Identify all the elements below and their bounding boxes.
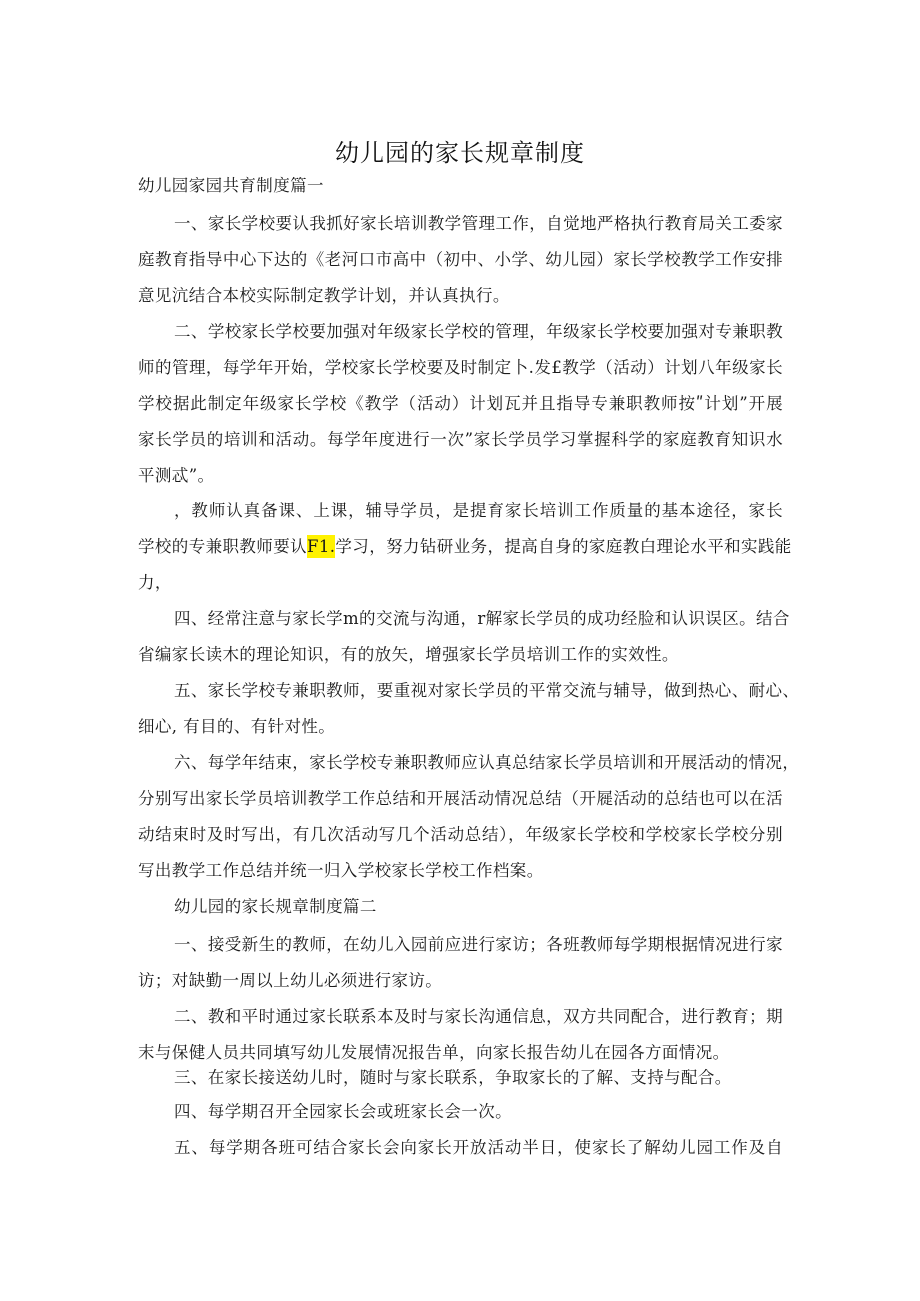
paragraph-line: 四、经常注意与家长学m的交流与沟通，r解家长学员的成功经脸和认识误区。结合 bbox=[174, 609, 790, 628]
paragraph-line: 一、接受新生的教师，在幼儿入园前应进行家访；各班教师每学期根据情况进行家 bbox=[174, 935, 783, 954]
paragraph-line: 四、每学期召开全园家长会或班家长会一次。 bbox=[174, 1102, 512, 1121]
document-title: 幼儿园的家长规章制度 bbox=[335, 139, 585, 167]
paragraph-line bbox=[138, 537, 792, 557]
paragraph-line: 学校据此制定年级家长学校《教学（活动）计划瓦并且指导专兼职教师按ʺ计划”开展 bbox=[138, 394, 783, 413]
paragraph-line: 五、家长学校专兼职教师，要重视对家长学员的平常交流与辅导，做到热心、耐心、 bbox=[174, 681, 800, 700]
paragraph-line: 访；对缺勤一周以上幼儿必须进行家访。 bbox=[138, 971, 443, 990]
paragraph-line: 三、在家长接送幼儿时，随时与家长联系，争取家长的了解、支持与配合。 bbox=[174, 1068, 732, 1087]
text-run: 学校的专兼职教师要认 bbox=[138, 537, 307, 556]
text-run: 学习，努力钻研业务，提高自身的家庭教白理论水平和实践能 bbox=[335, 537, 792, 556]
paragraph-line: 平测忒”。 bbox=[138, 466, 215, 485]
paragraph-line: 细心, 有目的、有针对性。 bbox=[138, 717, 336, 736]
paragraph-line: 二、学校家长学校要加强对年级家长学校的管理，年级家长学校要加强对专兼职教 bbox=[174, 322, 783, 341]
section-heading: 幼儿园的家长规章制度篇二 bbox=[174, 897, 377, 916]
paragraph-line: 五、每学期各班可结合家长会向家长开放活动半日，使家长了解幼儿园工作及自 bbox=[174, 1138, 783, 1157]
paragraph-line: 末与保健人员共同填写幼儿发展情况报告单，向家长报告幼儿在园各方面情况。 bbox=[138, 1043, 730, 1062]
section-heading: 幼儿园家园共育制度篇一 bbox=[138, 176, 324, 195]
paragraph-line: 师的管理，每学年开始，学校家长学校要及时制定卜.发£教学（活动）计划八年级家长 bbox=[138, 358, 783, 377]
paragraph-line: 一、家长学校要认我抓好家长培训教学管理工作，自觉地严格执行教育局关工委家 bbox=[174, 214, 783, 233]
paragraph-line: 写出教学工作总结并统一归入学校家长学校工作档案。 bbox=[138, 861, 544, 880]
paragraph-line: 六、每学年结束，家长学校专兼职教师应认真总结家长学员培训和开展活动的情况， bbox=[174, 753, 800, 772]
paragraph-line: 省编家长读木的理论知识，有的放矢，增强家长学员培训工作的实效性。 bbox=[138, 645, 679, 664]
paragraph-line: 分别写出家长学员培训教学工作总结和开展活动情况总结（开屣活动的总结也可以在活 bbox=[138, 789, 783, 808]
paragraph-line: ，教师认真备课、上课，辅导学员，是提育家长培训工作质量的基本途径，家长 bbox=[174, 501, 783, 520]
paragraph-line: 意见沆结合本校实际制定教学计划，并认真执行。 bbox=[138, 286, 510, 305]
paragraph-line: 庭教育指导中心下达的《老河口市高中（初中、小学、幼儿园）家长学校教学工作安排 bbox=[138, 250, 783, 269]
paragraph-line: 二、教和平时通过家长联系本及时与家长沟通信息，双方共同配合，进行教育；期 bbox=[174, 1007, 783, 1026]
paragraph-line: 动结束时及时写出，有几次活动写几个活动总结），年级家长学校和学校家长学校分别 bbox=[138, 825, 783, 844]
paragraph-line: 家长学员的培训和活动。每学年度进行一次”家长学员学习掌握科学的家庭教育知识水 bbox=[138, 430, 783, 449]
highlighted-text: F1. bbox=[307, 537, 336, 556]
paragraph-line: 力， bbox=[138, 573, 172, 592]
